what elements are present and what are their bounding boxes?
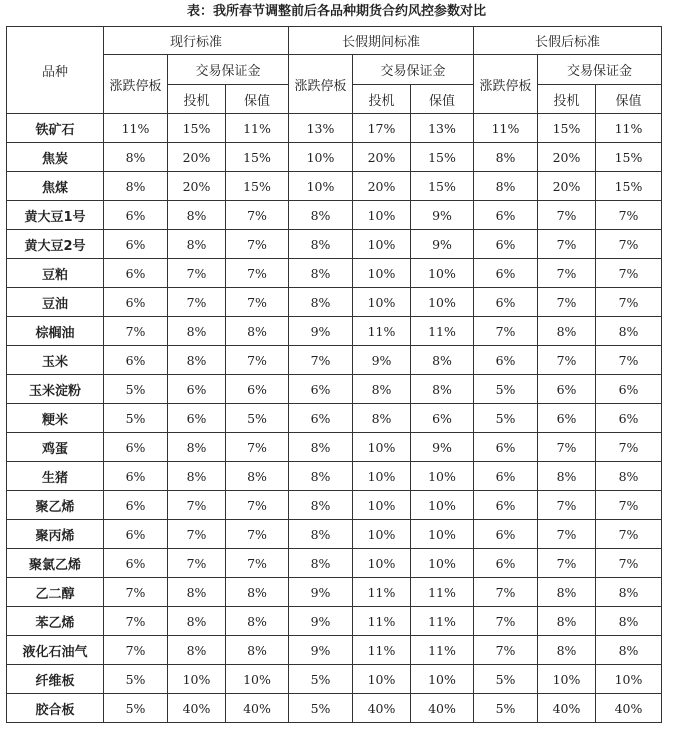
- value-cell: 10%: [289, 143, 353, 172]
- value-cell: 15%: [538, 114, 596, 143]
- value-cell: 9%: [411, 201, 474, 230]
- value-cell: 10%: [538, 665, 596, 694]
- value-cell: 7%: [226, 491, 289, 520]
- value-cell: 15%: [226, 143, 289, 172]
- value-cell: 10%: [353, 462, 411, 491]
- value-cell: 6%: [474, 346, 538, 375]
- value-cell: 8%: [596, 462, 662, 491]
- value-cell: 8%: [289, 288, 353, 317]
- value-cell: 8%: [289, 491, 353, 520]
- value-cell: 5%: [104, 665, 168, 694]
- value-cell: 40%: [596, 694, 662, 723]
- value-cell: 6%: [104, 462, 168, 491]
- risk-parameter-table: [6, 26, 662, 723]
- header-hedge: 保值: [226, 85, 289, 114]
- value-cell: 8%: [226, 578, 289, 607]
- value-cell: 7%: [538, 520, 596, 549]
- value-cell: 20%: [353, 143, 411, 172]
- value-cell: 40%: [538, 694, 596, 723]
- product-name-cell: 纤维板: [7, 665, 104, 694]
- value-cell: 11%: [474, 114, 538, 143]
- value-cell: 10%: [168, 665, 226, 694]
- value-cell: 9%: [289, 317, 353, 346]
- value-cell: 10%: [353, 230, 411, 259]
- header-group-current: 现行标准: [104, 27, 289, 55]
- value-cell: 40%: [353, 694, 411, 723]
- value-cell: 10%: [411, 520, 474, 549]
- product-name-cell: 苯乙烯: [7, 607, 104, 636]
- table-row: [7, 288, 662, 317]
- product-name-cell: 铁矿石: [7, 114, 104, 143]
- value-cell: 7%: [596, 433, 662, 462]
- value-cell: 15%: [411, 143, 474, 172]
- value-cell: 6%: [289, 404, 353, 433]
- value-cell: 11%: [596, 114, 662, 143]
- value-cell: 9%: [289, 607, 353, 636]
- value-cell: 7%: [226, 549, 289, 578]
- product-name-cell: 聚丙烯: [7, 520, 104, 549]
- value-cell: 7%: [168, 288, 226, 317]
- value-cell: 5%: [474, 375, 538, 404]
- value-cell: 8%: [168, 201, 226, 230]
- value-cell: 8%: [168, 462, 226, 491]
- value-cell: 11%: [411, 317, 474, 346]
- value-cell: 7%: [538, 288, 596, 317]
- value-cell: 10%: [353, 259, 411, 288]
- value-cell: 7%: [596, 491, 662, 520]
- table-row: [7, 114, 662, 143]
- product-name-cell: 焦煤: [7, 172, 104, 201]
- value-cell: 20%: [538, 172, 596, 201]
- value-cell: 7%: [474, 578, 538, 607]
- header-margin: 交易保证金: [353, 55, 474, 85]
- value-cell: 11%: [411, 578, 474, 607]
- value-cell: 8%: [411, 375, 474, 404]
- value-cell: 15%: [226, 172, 289, 201]
- value-cell: 6%: [104, 520, 168, 549]
- value-cell: 20%: [538, 143, 596, 172]
- value-cell: 10%: [353, 201, 411, 230]
- value-cell: 10%: [411, 549, 474, 578]
- value-cell: 6%: [474, 259, 538, 288]
- value-cell: 7%: [596, 346, 662, 375]
- value-cell: 10%: [353, 665, 411, 694]
- value-cell: 7%: [104, 578, 168, 607]
- value-cell: 8%: [168, 607, 226, 636]
- value-cell: 8%: [538, 317, 596, 346]
- value-cell: 7%: [596, 520, 662, 549]
- value-cell: 8%: [596, 636, 662, 665]
- value-cell: 6%: [474, 433, 538, 462]
- value-cell: 10%: [289, 172, 353, 201]
- product-name-cell: 棕榈油: [7, 317, 104, 346]
- value-cell: 7%: [538, 201, 596, 230]
- value-cell: 7%: [538, 433, 596, 462]
- value-cell: 6%: [474, 549, 538, 578]
- table-row: [7, 520, 662, 549]
- table-row: [7, 172, 662, 201]
- value-cell: 6%: [104, 433, 168, 462]
- product-name-cell: 粳米: [7, 404, 104, 433]
- value-cell: 8%: [168, 230, 226, 259]
- value-cell: 9%: [411, 230, 474, 259]
- value-cell: 5%: [474, 404, 538, 433]
- value-cell: 7%: [596, 549, 662, 578]
- value-cell: 11%: [353, 317, 411, 346]
- header-margin: 交易保证金: [538, 55, 662, 85]
- value-cell: 17%: [353, 114, 411, 143]
- header-margin: 交易保证金: [168, 55, 289, 85]
- value-cell: 5%: [474, 665, 538, 694]
- value-cell: 6%: [538, 404, 596, 433]
- value-cell: 7%: [168, 259, 226, 288]
- value-cell: 8%: [168, 317, 226, 346]
- value-cell: 8%: [104, 143, 168, 172]
- value-cell: 5%: [289, 665, 353, 694]
- value-cell: 7%: [289, 346, 353, 375]
- product-name-cell: 生猪: [7, 462, 104, 491]
- value-cell: 7%: [168, 549, 226, 578]
- value-cell: 8%: [226, 607, 289, 636]
- value-cell: 7%: [168, 520, 226, 549]
- table-row: [7, 433, 662, 462]
- value-cell: 8%: [596, 317, 662, 346]
- product-name-cell: 玉米: [7, 346, 104, 375]
- value-cell: 6%: [104, 230, 168, 259]
- value-cell: 8%: [538, 636, 596, 665]
- value-cell: 7%: [538, 230, 596, 259]
- value-cell: 7%: [226, 520, 289, 549]
- value-cell: 40%: [411, 694, 474, 723]
- header-limit: 涨跌停板: [289, 55, 353, 114]
- value-cell: 7%: [538, 549, 596, 578]
- value-cell: 7%: [538, 491, 596, 520]
- value-cell: 8%: [168, 636, 226, 665]
- value-cell: 7%: [596, 230, 662, 259]
- value-cell: 6%: [474, 288, 538, 317]
- value-cell: 6%: [104, 201, 168, 230]
- value-cell: 8%: [289, 259, 353, 288]
- value-cell: 5%: [104, 375, 168, 404]
- value-cell: 9%: [289, 636, 353, 665]
- product-name-cell: 聚氯乙烯: [7, 549, 104, 578]
- header-limit: 涨跌停板: [474, 55, 538, 114]
- table-row: [7, 578, 662, 607]
- value-cell: 8%: [538, 462, 596, 491]
- table-row: [7, 491, 662, 520]
- value-cell: 11%: [104, 114, 168, 143]
- table-row: [7, 694, 662, 723]
- table-row: [7, 404, 662, 433]
- value-cell: 6%: [474, 462, 538, 491]
- value-cell: 6%: [168, 404, 226, 433]
- value-cell: 9%: [411, 433, 474, 462]
- value-cell: 10%: [411, 288, 474, 317]
- table-title: 表：我所春节调整前后各品种期货合约风控参数对比: [186, 4, 486, 19]
- value-cell: 20%: [168, 172, 226, 201]
- value-cell: 8%: [168, 346, 226, 375]
- value-cell: 8%: [538, 607, 596, 636]
- value-cell: 8%: [226, 636, 289, 665]
- value-cell: 10%: [353, 549, 411, 578]
- header-limit: 涨跌停板: [104, 55, 168, 114]
- value-cell: 10%: [411, 462, 474, 491]
- value-cell: 8%: [411, 346, 474, 375]
- value-cell: 8%: [168, 578, 226, 607]
- product-name-cell: 鸡蛋: [7, 433, 104, 462]
- value-cell: 6%: [411, 404, 474, 433]
- value-cell: 6%: [226, 375, 289, 404]
- value-cell: 7%: [596, 288, 662, 317]
- value-cell: 15%: [411, 172, 474, 201]
- header-group-after: 长假后标准: [474, 27, 662, 55]
- value-cell: 11%: [411, 636, 474, 665]
- value-cell: 10%: [411, 491, 474, 520]
- value-cell: 5%: [474, 694, 538, 723]
- header-hedge: 保值: [596, 85, 662, 114]
- table-body: [7, 114, 662, 723]
- value-cell: 8%: [474, 143, 538, 172]
- value-cell: 7%: [474, 317, 538, 346]
- value-cell: 6%: [104, 288, 168, 317]
- value-cell: 15%: [168, 114, 226, 143]
- table-row: [7, 201, 662, 230]
- header-spec: 投机: [168, 85, 226, 114]
- value-cell: 7%: [226, 259, 289, 288]
- value-cell: 10%: [353, 288, 411, 317]
- header-spec: 投机: [353, 85, 411, 114]
- value-cell: 7%: [474, 636, 538, 665]
- value-cell: 6%: [538, 375, 596, 404]
- value-cell: 6%: [289, 375, 353, 404]
- value-cell: 11%: [411, 607, 474, 636]
- value-cell: 7%: [538, 259, 596, 288]
- header-group-holiday: 长假期间标准: [289, 27, 474, 55]
- value-cell: 11%: [353, 578, 411, 607]
- product-name-cell: 豆粕: [7, 259, 104, 288]
- value-cell: 10%: [411, 665, 474, 694]
- value-cell: 8%: [538, 578, 596, 607]
- value-cell: 8%: [226, 317, 289, 346]
- value-cell: 6%: [104, 491, 168, 520]
- value-cell: 8%: [596, 607, 662, 636]
- value-cell: 13%: [289, 114, 353, 143]
- value-cell: 7%: [474, 607, 538, 636]
- product-name-cell: 黄大豆2号: [7, 230, 104, 259]
- value-cell: 11%: [226, 114, 289, 143]
- value-cell: 8%: [474, 172, 538, 201]
- value-cell: 9%: [353, 346, 411, 375]
- value-cell: 10%: [353, 491, 411, 520]
- value-cell: 8%: [289, 462, 353, 491]
- value-cell: 7%: [226, 433, 289, 462]
- value-cell: 7%: [226, 230, 289, 259]
- value-cell: 6%: [104, 549, 168, 578]
- header-product: 品种: [7, 27, 104, 114]
- table-row: [7, 462, 662, 491]
- table-row: [7, 636, 662, 665]
- value-cell: 10%: [353, 520, 411, 549]
- value-cell: 40%: [226, 694, 289, 723]
- value-cell: 6%: [104, 346, 168, 375]
- table-row: [7, 375, 662, 404]
- product-name-cell: 聚乙烯: [7, 491, 104, 520]
- value-cell: 7%: [596, 259, 662, 288]
- value-cell: 9%: [289, 578, 353, 607]
- table-row: [7, 317, 662, 346]
- value-cell: 5%: [104, 694, 168, 723]
- value-cell: 7%: [226, 346, 289, 375]
- value-cell: 15%: [596, 143, 662, 172]
- value-cell: 8%: [289, 520, 353, 549]
- table-row: [7, 346, 662, 375]
- value-cell: 8%: [596, 578, 662, 607]
- product-name-cell: 胶合板: [7, 694, 104, 723]
- product-name-cell: 玉米淀粉: [7, 375, 104, 404]
- value-cell: 8%: [226, 462, 289, 491]
- product-name-cell: 乙二醇: [7, 578, 104, 607]
- value-cell: 5%: [104, 404, 168, 433]
- value-cell: 5%: [226, 404, 289, 433]
- value-cell: 15%: [596, 172, 662, 201]
- value-cell: 8%: [289, 549, 353, 578]
- value-cell: 7%: [168, 491, 226, 520]
- value-cell: 8%: [104, 172, 168, 201]
- table-row: [7, 549, 662, 578]
- value-cell: 6%: [596, 375, 662, 404]
- value-cell: 7%: [596, 201, 662, 230]
- product-name-cell: 液化石油气: [7, 636, 104, 665]
- value-cell: 6%: [474, 201, 538, 230]
- value-cell: 6%: [168, 375, 226, 404]
- value-cell: 10%: [596, 665, 662, 694]
- header-spec: 投机: [538, 85, 596, 114]
- value-cell: 7%: [104, 607, 168, 636]
- value-cell: 6%: [596, 404, 662, 433]
- value-cell: 6%: [474, 230, 538, 259]
- table-row: [7, 665, 662, 694]
- value-cell: 40%: [168, 694, 226, 723]
- value-cell: 7%: [538, 346, 596, 375]
- value-cell: 11%: [353, 607, 411, 636]
- table-row: [7, 259, 662, 288]
- table-row: [7, 607, 662, 636]
- product-name-cell: 焦炭: [7, 143, 104, 172]
- value-cell: 13%: [411, 114, 474, 143]
- value-cell: 8%: [289, 201, 353, 230]
- value-cell: 20%: [353, 172, 411, 201]
- header-hedge: 保值: [411, 85, 474, 114]
- table-row: [7, 143, 662, 172]
- value-cell: 20%: [168, 143, 226, 172]
- value-cell: 8%: [168, 433, 226, 462]
- value-cell: 8%: [289, 230, 353, 259]
- value-cell: 10%: [411, 259, 474, 288]
- value-cell: 10%: [353, 433, 411, 462]
- value-cell: 5%: [289, 694, 353, 723]
- value-cell: 7%: [226, 288, 289, 317]
- value-cell: 7%: [104, 317, 168, 346]
- value-cell: 6%: [104, 259, 168, 288]
- value-cell: 8%: [353, 404, 411, 433]
- value-cell: 7%: [226, 201, 289, 230]
- value-cell: 6%: [474, 491, 538, 520]
- value-cell: 11%: [353, 636, 411, 665]
- value-cell: 10%: [226, 665, 289, 694]
- value-cell: 8%: [289, 433, 353, 462]
- value-cell: 8%: [353, 375, 411, 404]
- product-name-cell: 黄大豆1号: [7, 201, 104, 230]
- value-cell: 6%: [474, 520, 538, 549]
- table-row: [7, 230, 662, 259]
- product-name-cell: 豆油: [7, 288, 104, 317]
- value-cell: 7%: [104, 636, 168, 665]
